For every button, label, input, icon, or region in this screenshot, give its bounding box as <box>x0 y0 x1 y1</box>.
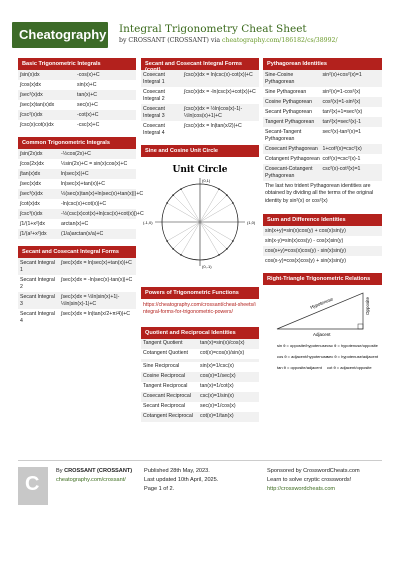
quotient-box <box>141 327 259 422</box>
header <box>0 0 400 50</box>
footer-author <box>56 467 132 485</box>
row-label: Sine Pythagorean <box>265 88 307 95</box>
table-row <box>18 258 136 275</box>
row-value: (1/a)arctan(x/a)+C <box>61 230 104 237</box>
row-value: csc(x)=1/sin(x) <box>200 393 234 400</box>
row-label: Sine-Cosine Pythagorean <box>265 71 295 85</box>
row-label: Cosecant Reciprocal <box>143 393 191 400</box>
table-row <box>18 179 136 189</box>
row-value: sin(x)=1/csc(x) <box>200 363 234 370</box>
row-value: tan(x)+C <box>77 91 98 98</box>
footer <box>18 460 382 510</box>
row-value: cos²(x)=1-sin²(x) <box>322 98 361 105</box>
table-row <box>263 154 382 164</box>
row-value: arctan(x)+C <box>61 220 89 227</box>
angle-point <box>218 254 220 256</box>
box-header: Powers of Trigonometric Functions <box>141 287 259 299</box>
angle-spoke <box>167 222 200 241</box>
row-value: ∫csc(x)dx = ln|csc(x)-cot(x)|+C <box>184 71 253 78</box>
updated-date: Last updated 10th April, 2025. <box>144 477 219 483</box>
table-row <box>18 159 136 169</box>
angle-point <box>180 254 182 256</box>
table-row <box>141 372 259 382</box>
angle-spoke <box>200 189 219 222</box>
sponsor-text[interactable]: Sponsored by CrosswordCheats.com <box>267 468 360 474</box>
box-header: Secant and Cosecant Integral Forms <box>18 246 136 258</box>
angle-point <box>218 188 220 190</box>
table-row <box>18 90 136 100</box>
row-label: Cotangent Reciprocal <box>143 413 193 420</box>
row-value: ½(sec(x)tan(x)+ln|sec(x)+tan(x)|)+C <box>61 190 144 197</box>
row-value: ∫sec(x)dx = ½ln|sin(x)+1|-½ln|sin(x)-1|+C <box>61 293 120 307</box>
box-header: Right-Triangle Trigonometric Relations <box>263 273 382 285</box>
table-row <box>141 392 259 402</box>
trig-formula: sin θ = opposite/hypotenuse <box>277 343 327 349</box>
row-label: Tangent Pythagorean <box>265 118 315 125</box>
table-row <box>141 402 259 412</box>
table-row <box>141 382 259 392</box>
table-row <box>18 120 136 130</box>
unit-circle-title: Unit Circle <box>172 165 228 175</box>
table-row <box>141 339 259 349</box>
trig-formula: sec θ = hypotenuse/adjacent <box>327 354 379 360</box>
row-value: ∫csc(x)dx = ln|tan(x/2)|+C <box>184 122 242 129</box>
table-row <box>263 164 382 181</box>
table-row <box>263 87 382 97</box>
row-value: sec²(x)-tan²(x)=1 <box>322 128 361 135</box>
row-value: ½sin(2x)+C = sin(x)cos(x)+C <box>61 160 128 167</box>
sponsor-link[interactable]: http://crosswordcheats.com <box>267 486 336 492</box>
angle-spoke <box>173 195 200 222</box>
angle-point <box>172 194 174 196</box>
angle-spoke <box>181 189 200 222</box>
row-value: tan(x)=1/cot(x) <box>200 383 234 390</box>
column-1 <box>18 58 144 333</box>
table-row <box>18 80 136 90</box>
table-row <box>18 292 136 309</box>
row-label: ∫sin(x)dx <box>20 71 40 78</box>
angle-point <box>226 248 228 250</box>
table-row <box>18 309 136 326</box>
row-value: -csc(x)+C <box>77 121 100 128</box>
table-row <box>18 149 136 159</box>
angle-point <box>180 188 182 190</box>
trig-formula: csc θ = hypotenuse/opposite <box>327 343 378 349</box>
sheet-link[interactable]: cheatography.com/186182/cs/38992/ <box>222 37 338 44</box>
row-label: Cosine Reciprocal <box>143 373 186 380</box>
row-label: Secant Integral 4 <box>20 310 55 324</box>
box-header: Basic Trigonometric Integrals <box>18 58 136 70</box>
row-value: cot(x)=cos(x)/sin(x) <box>200 350 245 357</box>
row-label: Cotangent Pythagorean <box>265 155 320 162</box>
row-label: ∫sec²(x)dx <box>20 91 43 98</box>
author-link[interactable]: cheatography.com/crossant/ <box>56 477 126 483</box>
table-row <box>18 199 136 209</box>
row-label: Secant Pythagorean <box>265 108 313 115</box>
angle-point <box>166 240 168 242</box>
row-value: cot(x)=1/tan(x) <box>200 413 234 420</box>
row-label: Cotangent Quotient <box>143 350 188 357</box>
row-value: tan(x)=sin(x)/cos(x) <box>200 340 245 347</box>
row-value: sin(x)+C <box>77 81 97 88</box>
angle-spoke <box>200 203 233 222</box>
table-row: sin(x-y)=sin(x)cos(y) - cos(x)sin(y) <box>265 237 344 244</box>
box-header: Common Trigonometric Integrals <box>18 137 136 149</box>
trig-formula: cot θ = adjacent/opposite <box>327 365 372 371</box>
angle-point <box>232 202 234 204</box>
author-name[interactable]: CROSSANT (CROSSANT) <box>64 468 133 474</box>
row-label: ∫cot(x)dx <box>20 200 40 207</box>
angle-spoke <box>200 222 219 255</box>
row-label: Cosine Pythagorean <box>265 98 313 105</box>
basic-integrals-box <box>18 58 136 130</box>
row-label: Tangent Quotient <box>143 340 183 347</box>
row-label: ∫tan(x)dx <box>20 170 41 177</box>
table-row <box>141 349 259 359</box>
row-value: ∫csc(x)dx = ½ln|cos(x)-1|-½ln|cos(x)+1|+C <box>184 105 243 119</box>
sheet-byline <box>119 37 338 44</box>
opposite-label: Opposite <box>365 297 370 316</box>
table-row <box>263 70 382 87</box>
angle-spoke <box>167 203 200 222</box>
table-row <box>141 121 259 138</box>
sponsor-tagline: Learn to solve cryptic crosswords! <box>267 477 352 483</box>
table-row <box>263 107 382 117</box>
table-row: cos(x+y)=cos(x)cos(y) - sin(x)sin(y) <box>263 246 382 256</box>
row-label: ∫csc²(x)dx <box>20 111 43 118</box>
label-0-1: (0,1) <box>202 178 211 183</box>
pythagorean-box <box>263 58 382 207</box>
angle-spoke <box>200 195 227 222</box>
row-value: sin²(x)=1-cos²(x) <box>322 88 361 95</box>
table-row <box>18 100 136 110</box>
common-integrals-box <box>18 137 144 239</box>
sheet-title: Integral Trigonometry Cheat Sheet <box>119 23 307 35</box>
author-prefix: By <box>56 468 63 474</box>
c-logo-icon: C <box>25 473 40 495</box>
row-label: Tangent Reciprocal <box>143 383 188 390</box>
column-3 <box>263 58 382 395</box>
table-row: sin(x+y)=sin(x)cos(y) + cos(x)sin(y) <box>263 226 382 236</box>
angle-point <box>226 194 228 196</box>
row-label: Cosecant Integral 2 <box>143 88 165 102</box>
table-row <box>263 127 382 144</box>
table-row <box>18 229 136 239</box>
powers-link[interactable]: https://cheatography.com/crossant/cheat-sheets/integral-forms-for-trigonometric-powers/ <box>143 302 256 316</box>
row-label: ∫cos(2x)dx <box>20 160 44 167</box>
table-row <box>141 412 259 422</box>
row-label: Secant Integral 1 <box>20 259 55 273</box>
sum-diff-box <box>263 214 382 266</box>
row-value: -½(csc(x)cot(x)+ln|csc(x)+cot(x)|)+C <box>61 210 144 217</box>
table-row <box>18 209 144 219</box>
row-label: ∫sec³(x)dx <box>20 190 43 197</box>
column-2 <box>141 58 259 429</box>
row-value: ∫sec(x)dx = -ln|sec(x)-tan(x)|+C <box>61 276 133 283</box>
row-value: -cos(x)+C <box>77 71 100 78</box>
row-value: ln|sec(x)|+C <box>61 170 89 177</box>
box-header: Pythagorean Identities <box>263 58 382 70</box>
pythagorean-note: The last two trident Pythagorean identities are obtained by dividing all the terms of the original identity by sin²(x) or cos²(x) <box>265 183 374 204</box>
row-value: tan²(x)=sec²(x)-1 <box>322 118 361 125</box>
unit-circle-figure <box>141 157 259 280</box>
table-row <box>18 110 136 120</box>
trig-formula: cos θ = adjacent/hypotenuse <box>277 354 329 360</box>
angle-point <box>166 202 168 204</box>
published-date: Published 28th May, 2023. <box>144 468 210 474</box>
box-header: Quotient and Reciprocal Identities <box>141 327 259 339</box>
row-value: cos(x)=1/sec(x) <box>200 373 236 380</box>
row-value: 1+cot²(x)=csc²(x) <box>322 145 362 152</box>
adjacent-label: Adjacent <box>313 332 331 338</box>
page-count: Page 1 of 2. <box>144 486 175 492</box>
secant-cont-box <box>141 58 259 138</box>
row-value: cot²(x)=csc²(x)-1 <box>322 155 361 162</box>
box-header: Secant and Cosecant Integral Forms (cont) <box>141 58 259 70</box>
hypotenuse-label: Hypotenuse <box>309 296 334 311</box>
row-label: Cosecant Integral 4 <box>143 122 165 136</box>
angle-spoke <box>200 222 227 249</box>
table-row <box>18 169 136 179</box>
box-header: Sine and Cosine Unit Circle <box>141 145 259 157</box>
row-value: -cot(x)+C <box>77 111 99 118</box>
footer-dates <box>144 467 218 494</box>
row-value: -½cos(2x)+C <box>61 150 91 157</box>
angle-spoke <box>181 222 200 255</box>
row-label: Cosecant Integral 3 <box>143 105 165 119</box>
label-0-neg1: (0,-1) <box>202 264 212 269</box>
row-value: -ln|csc(x)+cot(x)|+C <box>61 200 107 207</box>
row-label: ∫csc³(x)dx <box>20 210 43 217</box>
angle-spoke <box>173 222 200 249</box>
row-label: ∫1/(1+x²)dx <box>20 220 45 227</box>
row-value: ln|sec(x)+tan(x)|+C <box>61 180 105 187</box>
row-value: sec(x)+C <box>77 101 98 108</box>
row-label: ∫cos(x)dx <box>20 81 42 88</box>
table-row <box>263 117 382 127</box>
row-value: csc²(x)-cot²(x)=1 <box>322 165 361 172</box>
row-label: ∫sec(x)tan(x)dx <box>20 101 55 108</box>
author-avatar[interactable] <box>18 467 48 505</box>
right-triangle-box <box>263 273 382 388</box>
table-row <box>263 97 382 107</box>
table-row <box>18 189 144 199</box>
label-neg1-0: (-1,0) <box>143 220 153 225</box>
angle-spoke <box>200 222 233 241</box>
row-value: tan²(x)+1=sec²(x) <box>322 108 363 115</box>
table-row <box>141 104 259 121</box>
row-label: ∫csc(x)cot(x)dx <box>20 121 54 128</box>
row-label: Cosecant-Cotangent Pythagorean <box>265 165 313 179</box>
trig-formula: tan θ = opposite/adjacent <box>277 365 322 371</box>
row-label: Cosecant Pythagorean <box>265 145 318 152</box>
table-row <box>141 87 259 104</box>
table-row <box>141 362 259 372</box>
row-label: Secant Reciprocal <box>143 403 186 410</box>
label-1-0: (1,0) <box>247 220 256 225</box>
box-header: Sum and Difference Identities <box>263 214 382 226</box>
row-label: ∫sec(x)dx <box>20 180 42 187</box>
footer-sponsor <box>267 467 360 494</box>
row-value: ∫csc(x)dx = -ln|csc(x)+cot(x)|+C <box>184 88 256 95</box>
row-label: ∫1/(a²+x²)dx <box>20 230 47 237</box>
row-value: sin²(x)+cos²(x)=1 <box>322 71 362 78</box>
table-row <box>18 219 136 229</box>
row-label: Secant Integral 2 <box>20 276 55 290</box>
row-value: ∫sec(x)dx = ln|tan(x/2+π/4)|+C <box>61 310 130 317</box>
angle-point <box>232 240 234 242</box>
row-label: Cosecant Integral 1 <box>143 71 165 85</box>
cheatography-logo[interactable]: Cheatography <box>12 22 108 48</box>
table-row <box>141 70 259 87</box>
byline-prefix: by CROSSANT (CROSSANT) via <box>119 37 221 44</box>
row-value: ∫sec(x)dx = ln|sec(x)+tan(x)|+C <box>61 259 132 266</box>
row-label: Sine Reciprocal <box>143 363 180 370</box>
table-row <box>18 275 136 292</box>
row-label: Secant Integral 3 <box>20 293 55 307</box>
right-triangle-figure <box>263 285 382 383</box>
row-label: ∫sin(2x)dx <box>20 150 43 157</box>
angle-point <box>172 248 174 250</box>
table-row <box>18 70 136 80</box>
row-value: sec(x)=1/cos(x) <box>200 403 236 410</box>
powers-box <box>141 287 259 320</box>
unit-circle-box <box>141 145 259 280</box>
row-label: Secant-Tangent Pythagorean <box>265 128 302 142</box>
table-row <box>263 144 382 154</box>
secant-forms-box <box>18 246 136 326</box>
table-row: cos(x-y)=cos(x)cos(y) + sin(x)sin(y) <box>265 257 346 264</box>
